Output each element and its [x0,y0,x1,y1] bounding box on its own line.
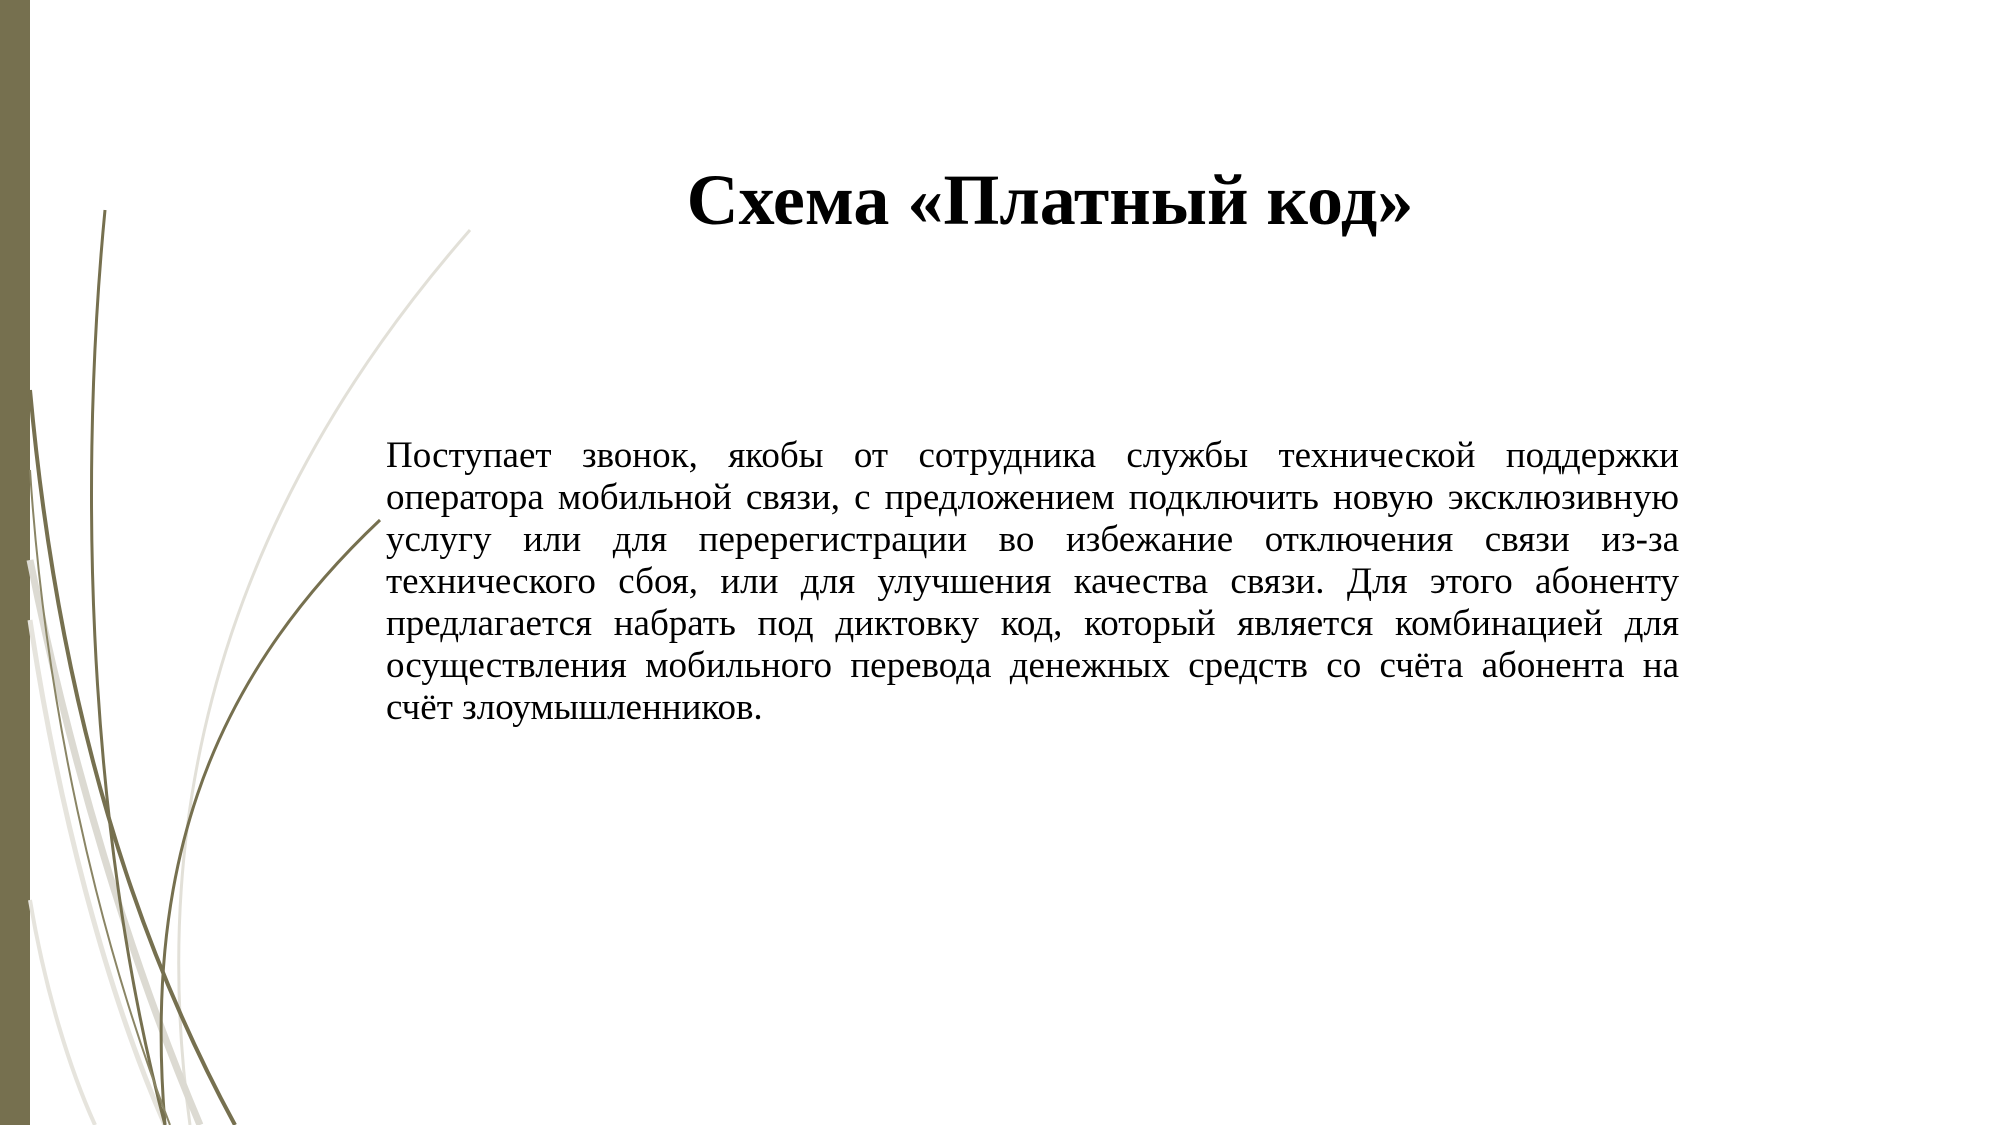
olive-curve-1 [92,210,166,1125]
slide-body-text: Поступает звонок, якобы от сотрудника службы технической поддержки оператора мобильной связи, с предложением подключить новую эксклюзивную услугу или для перерегистрации во избежание отключения связи из-за технического сбоя, или для улучшения качества связи. Для этого абоненту предлагается набрать под диктовку код, который является комбинацией для осуществления мобильного перевода денежных средств со счёта абонента на счёт злоумышленников. [386,435,1679,728]
slide-title: Схема «Платный код» [686,160,1414,240]
olive-curve-2 [30,390,235,1125]
olive-curve-3 [161,520,380,1125]
light-curve-4 [30,900,95,1125]
